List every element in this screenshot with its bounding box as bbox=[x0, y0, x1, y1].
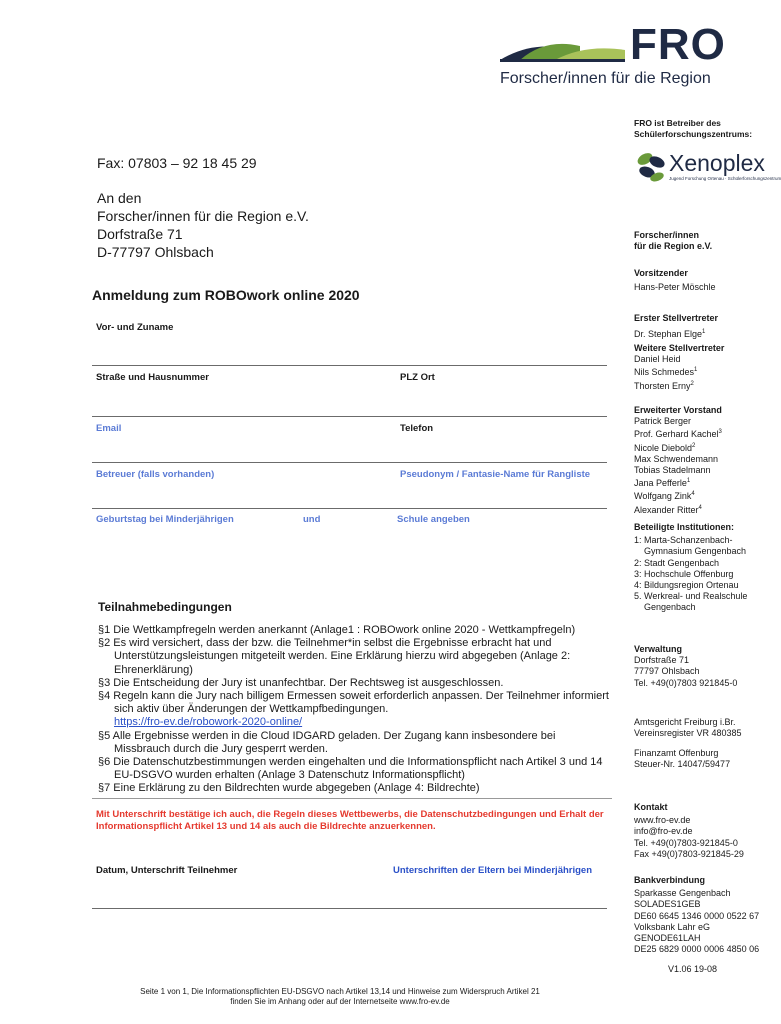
operator-note: FRO ist Betreiber des Schülerforschungszentrums: bbox=[634, 118, 753, 140]
conditions-title: Teilnahmebedingungen bbox=[98, 600, 232, 614]
fro-hills-logo-graphic bbox=[500, 38, 625, 62]
supervisor-field-label: Betreuer (falls vorhanden) bbox=[96, 469, 215, 480]
school-field-label: Schule angeben bbox=[397, 514, 470, 525]
email-link[interactable]: info@fro-ev.de bbox=[634, 826, 693, 837]
fax-number: Fax: 07803 – 92 18 45 29 bbox=[97, 155, 257, 171]
street-field-label: Straße und Hausnummer bbox=[96, 372, 209, 383]
condition-5: §5 Alle Ergebnisse werden in die Cloud IDGARD geladen. Der Zugang kann insbesondere bei Missbrauch durch die Jury gesperrt werden. bbox=[98, 729, 556, 755]
xenoplex-logo bbox=[635, 150, 781, 186]
pseudonym-field-label: Pseudonym / Fantasie-Name für Rangliste bbox=[400, 469, 591, 480]
condition-6: §6 Die Datenschutzbestimmungen werden eingehalten und die Informationspflicht nach Artikel 3 und 14 EU-DSGVO wurden erhalten (Anlage 3 Datenschutz Informationspflicht) bbox=[98, 756, 603, 782]
contact-block: Kontakt www.fro-ev.de info@fro-ev.de Tel. +49(0)7803-921845-0 Fax +49(0)7803-921845-29 bbox=[634, 802, 744, 859]
email-field-label: Email bbox=[96, 423, 122, 434]
form-title: Anmeldung zum ROBOwork online 2020 bbox=[92, 287, 360, 303]
xenoplex-name: Xenoplex bbox=[669, 150, 765, 176]
institutions-block: Beteiligte Institutionen: 1: Marta-Schanzenbach- Gymnasium Gengenbach 2: Stadt Gengenbach 3: Hochschule Offenburg 4: Bildungsregion Ortenau 5. Werkreal- und Realschule Gengenbach bbox=[634, 522, 748, 613]
bank-block: Bankverbindung Sparkasse Gengenbach SOLADES1GEB DE60 6645 1346 0000 0522 67 Volksbank Lahr eG GENODE61LAH DE25 6829 0000 0006 4850 06 bbox=[634, 875, 760, 955]
name-field-line[interactable] bbox=[92, 365, 607, 366]
condition-3: §3 Die Entscheidung der Jury ist unanfechtbar. Der Rechtsweg ist ausgeschlossen. bbox=[98, 676, 504, 689]
email-field-line[interactable] bbox=[92, 462, 607, 463]
street-field-line[interactable] bbox=[92, 416, 607, 417]
version-label: V1.06 19-08 bbox=[668, 964, 718, 974]
court-block: Amtsgericht Freiburg i.Br. Vereinsregister VR 480385 bbox=[634, 717, 742, 739]
robowork-link[interactable]: https://fro-ev.de/robowork-2020-online/ bbox=[114, 716, 303, 729]
chair-block: Vorsitzender Hans-Peter Möschle bbox=[634, 268, 716, 293]
and-label: und bbox=[303, 514, 321, 525]
first-deputy-block: Erster Stellvertreter Dr. Stephan Elge$^1$ bbox=[634, 313, 719, 340]
condition-7: §7 Eine Erklärung zu den Bildrechten wurde abgegeben (Anlage 4: Bildrechte) bbox=[98, 782, 480, 795]
website-link[interactable]: www.fro-ev.de bbox=[634, 815, 691, 826]
board-block: Erweiterter Vorstand Patrick Berger Prof. Gerhard Kachel$^3$ Nicole Diebold$^2$ Max Schwendemann Tobias Stadelmann Jana Pefferle$^1$ Wolfgang Zink$^4$ Alexander Ritter$^4$ bbox=[634, 405, 722, 515]
signature-line[interactable] bbox=[92, 908, 607, 909]
xenoplex-tagline: Jugend Forschung Ortenau · Schülerforschungszentrum bbox=[669, 176, 781, 181]
condition-1: §1 Die Wettkampfregeln werden anerkannt (Anlage1 : ROBOwork online 2020 - Wettkampfregeln) bbox=[98, 624, 576, 636]
leaf-logo-icon bbox=[635, 150, 667, 184]
name-field-label: Vor- und Zuname bbox=[96, 322, 174, 333]
tax-block: Finanzamt Offenburg Steuer-Nr. 14047/59477 bbox=[634, 748, 731, 770]
birthday-field-label: Geburtstag bei Minderjährigen bbox=[96, 514, 234, 525]
supervisor-field-line[interactable] bbox=[92, 508, 607, 509]
parents-signature-label: Unterschriften der Eltern bei Minderjährigen bbox=[393, 865, 593, 876]
participant-signature-label: Datum, Unterschrift Teilnehmer bbox=[96, 865, 238, 876]
org-name: Forscher/innen für die Region e.V. bbox=[634, 230, 713, 252]
confirmation-text: Mit Unterschrift bestätige ich auch, die Regeln dieses Wettbewerbs, die Datenschutzbedingungen und Erhalt der Informationspflicht Artikel 13 und 14 als auch die Bildrechte anzuerkennen. bbox=[96, 809, 604, 832]
condition-2: §2 Es wird versichert, dass der bzw. die Teilnehmer*in selbst die Ergebnisse erbracht hat und Unterstützungsleistungen mitgeteilt werden. Eine Erklärung hierzu wird abgegeben (Anlage 2: Ehrenerklärung) bbox=[98, 637, 571, 676]
page-footer: Seite 1 von 1, Die Informationspflichten EU-DSGVO nach Artikel 13,14 und Hinweise zum Widerspruch Artikel 21 finden Sie im Anhang oder auf der Internetseite www.fro-ev.de bbox=[140, 987, 540, 1006]
phone-field-label: Telefon bbox=[400, 423, 434, 434]
fro-logo bbox=[500, 20, 750, 90]
logo-subtitle: Forscher/innen für die Region bbox=[500, 70, 711, 87]
admin-block: Verwaltung Dorfstraße 71 77797 Ohlsbach Tel. +49(0)7803 921845-0 bbox=[634, 644, 738, 688]
condition-4: §4 Regeln kann die Jury nach billigem Ermessen soweit erforderlich anpassen. Der Teilnehmer informiert sich aktiv über Änderungen der Wettkampfbedingungen. bbox=[98, 690, 609, 716]
plz-field-label: PLZ Ort bbox=[400, 372, 435, 383]
separator-line bbox=[92, 798, 612, 799]
more-deputies-block: Weitere Stellvertreter Daniel Heid Nils Schmedes$^1$ Thorsten Erny$^2$ bbox=[634, 343, 725, 391]
logo-text: FRO bbox=[630, 20, 726, 69]
recipient-address: An den Forscher/innen für die Region e.V. Dorfstraße 71 D-77797 Ohlsbach bbox=[97, 190, 309, 260]
conditions-list bbox=[98, 624, 613, 796]
